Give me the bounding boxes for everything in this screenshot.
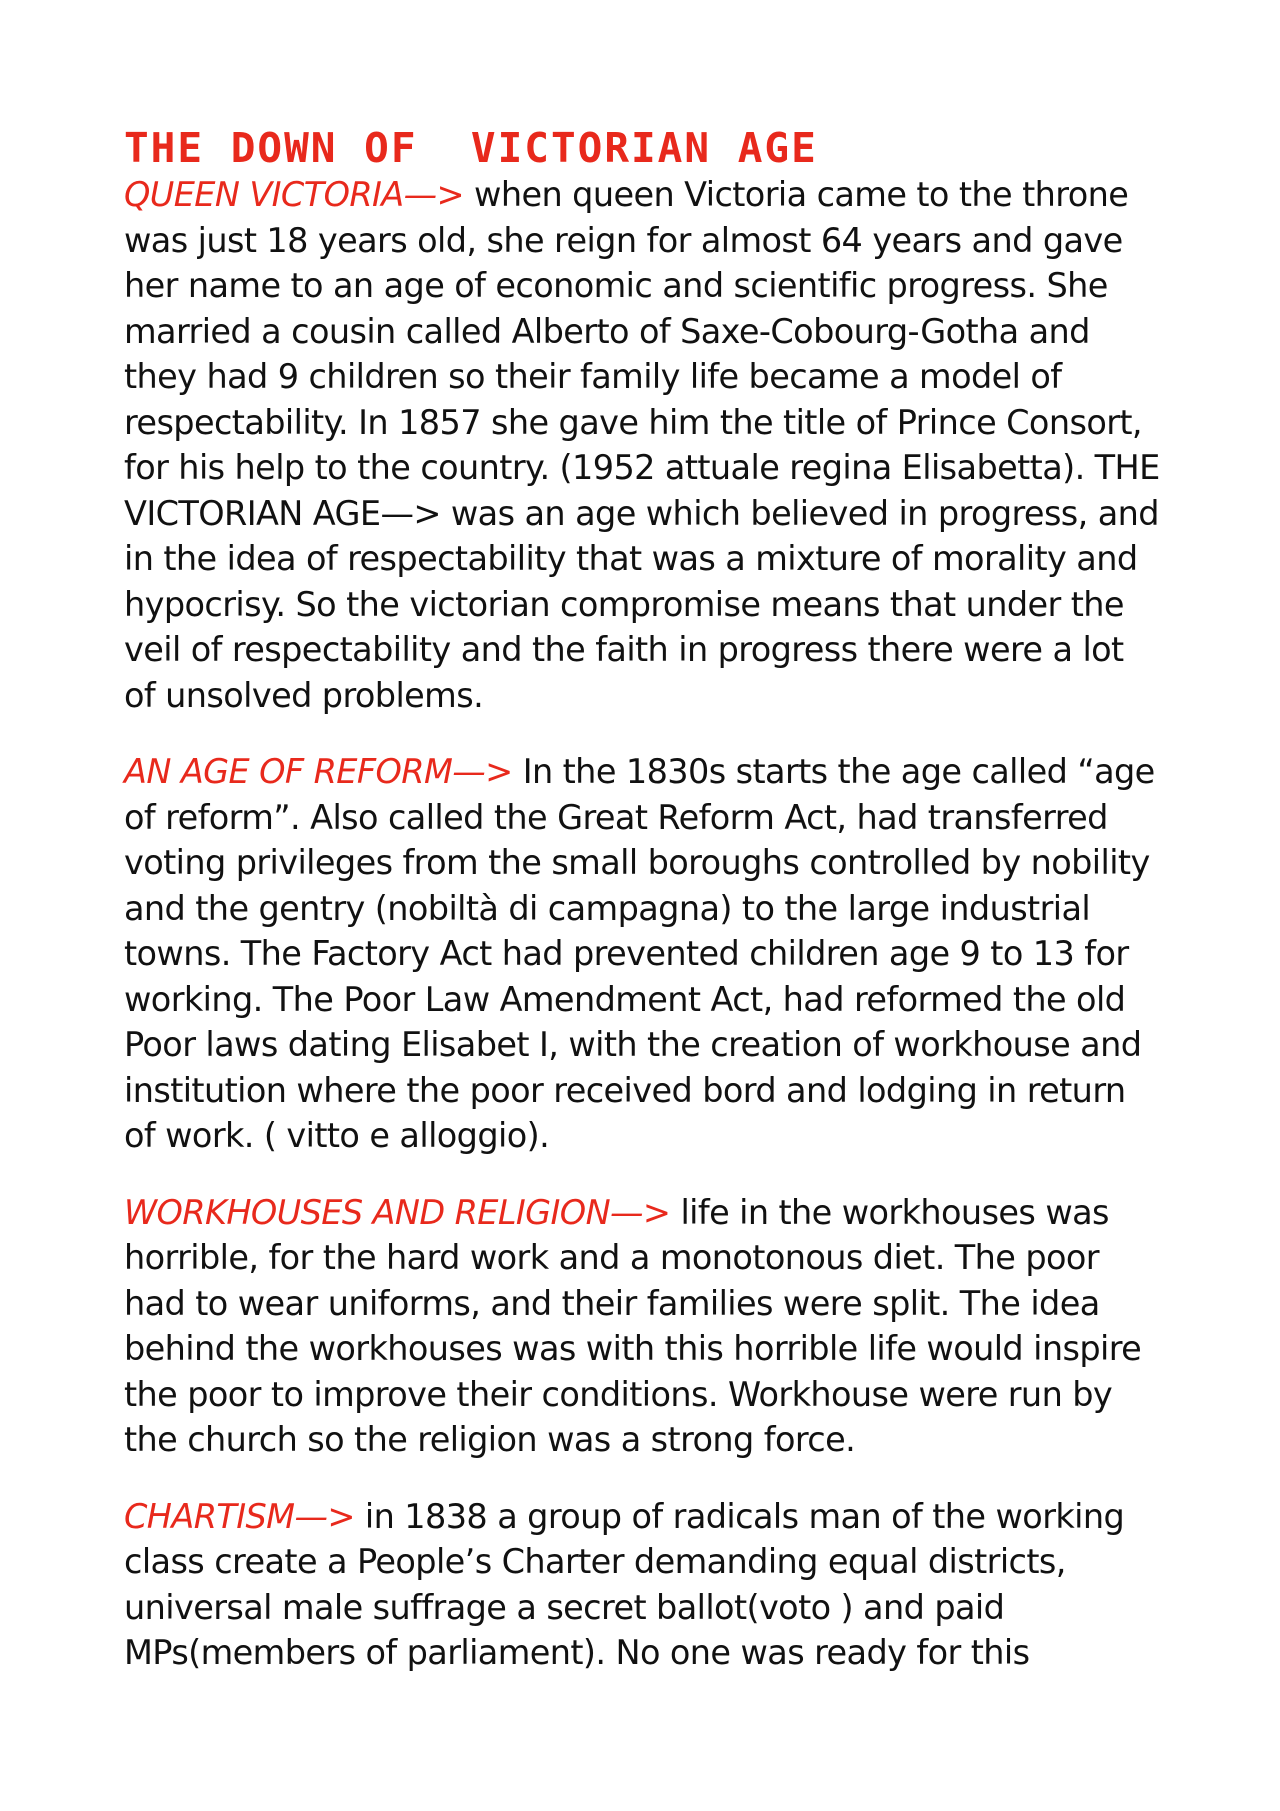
section-text: in 1838 a group of radicals man of the working class create a People’s Charter demanding equal districts, universal male suffrage a secret ballot(voto ) and paid MPs(members of parliament). No one was ready for this — [124, 1496, 1125, 1672]
section-heading: CHARTISM—> — [124, 1496, 355, 1536]
document-title: THE DOWN OF VICTORIAN AGE — [124, 124, 818, 172]
section-age-of-reform — [124, 749, 1164, 1159]
section-chartism — [124, 1494, 1164, 1676]
section-text: life in the workhouses was horrible, for the hard work and a monotonous diet. The poor had to wear uniforms, and their families were split. The idea behind the workhouses was with this horrible life would inspire the poor to improve their conditions. Workhouse were run by the church so the religion was a strong force. — [124, 1192, 1142, 1459]
section-text: In the 1830s starts the age called “age of reform”. Also called the Great Reform Act, had transferred voting privileges from the small boroughs controlled by nobility and the gentry (nobiltà di campagna) to the large industrial towns. The Factory Act had prevented children age 9 to 13 for working. The Poor Law Amendment Act, had reformed the old Poor laws dating Elisabet I, with the creation of workhouse and institution where the poor received bord and lodging in return of work. ( vitto e alloggio). — [124, 752, 1155, 1155]
section-text: when queen Victoria came to the throne was just 18 years old, she reign for almost 64 years and gave her name to an age of economic and scientific progress. She married a cousin called Alberto of Saxe-Cobourg-Gotha and they had 9 children so their family life became a model of respectability. In 1857 she gave him the title of Prince Consort, for his help to the country. (1952 attuale regina Elisabetta). THE VICTORIAN AGE—> was an age which believed in progress, and in the idea of respectability that was a mixture of morality and hypocrisy. So the victorian compromise means that under the veil of respectability and the faith in progress there were a lot of unsolved problems. — [124, 175, 1160, 715]
section-heading: QUEEN VICTORIA—> — [124, 175, 464, 214]
document-body — [124, 124, 1164, 1707]
section-workhouses-religion — [124, 1190, 1164, 1463]
section-queen-victoria — [124, 172, 1164, 718]
section-heading: AN AGE OF REFORM—> — [124, 752, 513, 791]
section-heading: WORKHOUSES AND RELIGION—> — [124, 1192, 671, 1232]
